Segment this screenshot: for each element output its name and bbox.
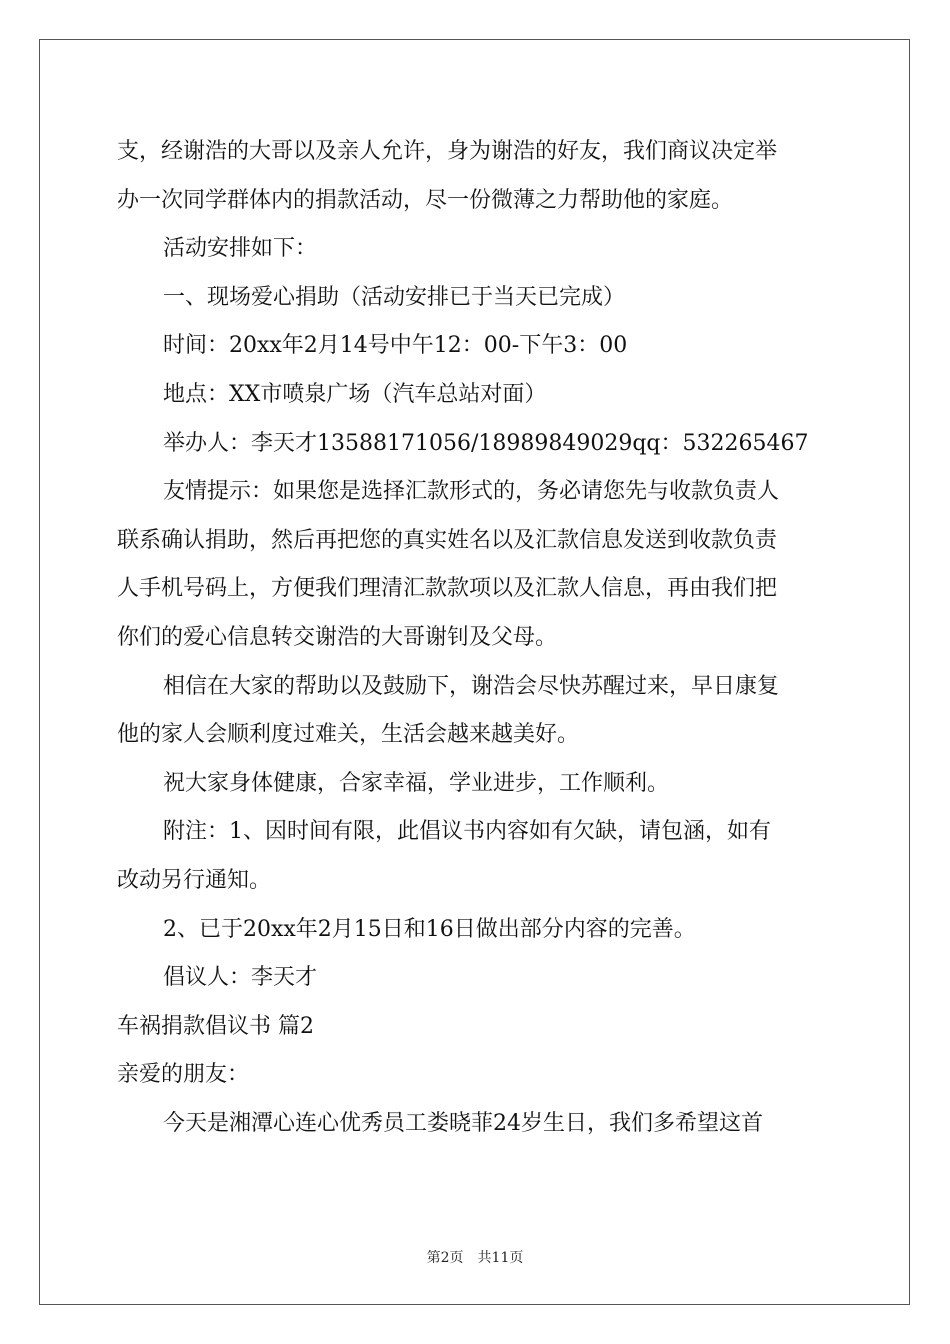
text-line: 人手机号码上，方便我们理清汇款款项以及汇款人信息，再由我们把 [117,576,778,602]
text-line: 支，经谢浩的大哥以及亲人允许，身为谢浩的好友，我们商议决定举 [117,139,778,164]
document-body [117,128,833,1148]
text-line: 你们的爱心信息转交谢浩的大哥谢钊及父母。 [117,624,558,650]
text-line: 祝大家身体健康，合家幸福，学业进步，工作顺利。 [163,770,670,796]
text-line: 办一次同学群体内的捐款活动，尽一份微薄之力帮助他的家庭。 [117,187,734,213]
text-line: 相信在大家的帮助以及鼓励下，谢浩会尽快苏醒过来，早日康复 [163,673,780,699]
text-line: 活动安排如下： [163,236,318,262]
text-line: 一、现场爱心捐助（活动安排已于当天已完成） [163,284,626,310]
text-line: 附注：1、因时间有限，此倡议书内容如有欠缺，请包涵，如有 [163,819,771,845]
text-line: 改动另行通知。 [117,867,272,893]
text-line: 友情提示：如果您是选择汇款形式的，务必请您先与收款负责人 [163,479,780,505]
text-line: 联系确认捐助，然后再把您的真实姓名以及汇款信息发送到收款负责 [117,527,778,553]
text-line: 亲爱的朋友： [117,1062,250,1088]
text-line: 时间：20xx年2月14号中午12：00-下午3：00 [163,333,628,359]
text-line: 他的家人会顺利度过难关，生活会越来越美好。 [117,722,580,748]
text-line: 地点：XX市喷泉广场（汽车总站对面） [163,381,547,407]
page-footer: 第2页 共11页 [426,1250,524,1266]
text-line: 车祸捐款倡议书 篇2 [117,1013,314,1039]
text-line: 2、已于20xx年2月15日和16日做出部分内容的完善。 [163,916,696,942]
text-line: 今天是湘潭心连心优秀员工娄晓菲24岁生日，我们多希望这首 [163,1110,763,1136]
text-line: 举办人：李天才13588171056/18989849029qq：532265467 [163,430,809,456]
text-line: 倡议人：李天才 [163,965,318,991]
